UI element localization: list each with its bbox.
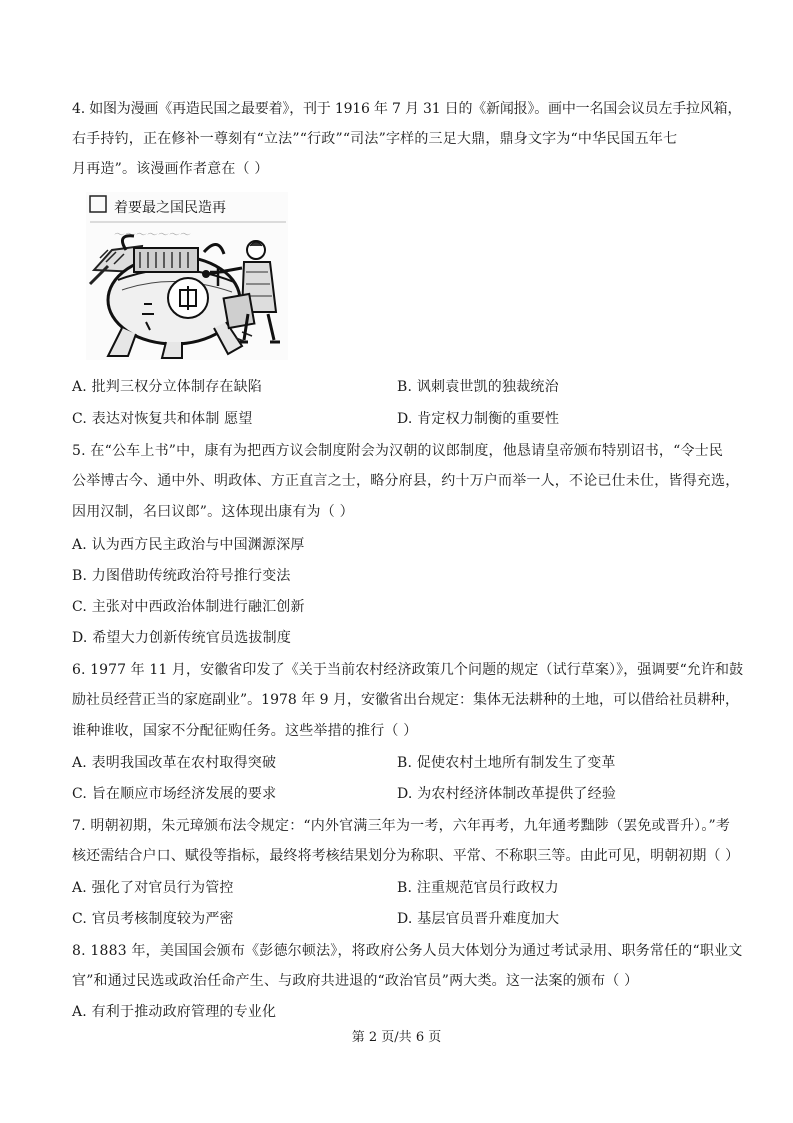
q5-option-d: D. 希望大力创新传统官员选拔制度 bbox=[72, 630, 292, 646]
q8-stem-line-1: 8. 1883 年，美国国会颁布《彭德尔顿法》，将政府公务人员大体划分为通过考试录用、职务常任的“职业文 bbox=[72, 943, 743, 959]
q7-option-b: B. 注重规范官员行政权力 bbox=[397, 880, 559, 896]
q8-option-a: A. 有利于推动政府管理的专业化 bbox=[72, 1004, 277, 1020]
q7-option-a: A. 强化了对官员行为管控 bbox=[72, 880, 234, 896]
q8-stem-line-2: 官”和通过民选或政治任命产生、与政府共进退的“政治官员”两大类。这一法案的颁布（ ） bbox=[72, 973, 639, 989]
q5-stem-line-1: 5. 在“公车上书”中，康有为把西方议会制度附会为汉朝的议郎制度，他恳请皇帝颁布特别诏书，“令士民 bbox=[72, 443, 724, 459]
q6-stem-line-2: 励社员经营正当的家庭副业”。1978 年 9 月，安徽省出台规定：集体无法耕种的土地，可以借给社员耕种， bbox=[72, 692, 740, 708]
q7-stem-line-2: 核还需结合户口、赋役等指标，最终将考核结果划分为称职、平常、不称职三等。由此可见，明朝初期（ ） bbox=[72, 848, 740, 864]
q6-option-b: B. 促使农村土地所有制发生了变革 bbox=[397, 755, 616, 771]
q4-stem-line-1: 4. 如图为漫画《再造民国之最要着》，刊于 1916 年 7 月 31 日的《新闻报》。画中一名国会议员左手拉风箱， bbox=[72, 101, 742, 117]
q6-stem-line-1: 6. 1977 年 11 月，安徽省印发了《关于当前农村经济政策几个问题的规定（试行草案）》，强调要“允许和鼓 bbox=[72, 662, 744, 678]
q6-stem-line-3: 谁种谁收，国家不分配征购任务。这些举措的推行（ ） bbox=[72, 723, 418, 739]
q6-option-a: A. 表明我国改革在农村取得突破 bbox=[72, 755, 277, 771]
q7-option-c: C. 官员考核制度较为严密 bbox=[72, 911, 234, 927]
cartoon-title-text: 着要最之国民造再 bbox=[114, 200, 226, 216]
q5-option-c: C. 主张对中西政治体制进行融汇创新 bbox=[72, 599, 305, 615]
q6-option-c: C. 旨在顺应市场经济发展的要求 bbox=[72, 786, 277, 802]
q7-option-d: D. 基层官员晋升难度加大 bbox=[397, 911, 560, 927]
q6-option-d: D. 为农村经济体制改革提供了经验 bbox=[397, 786, 617, 802]
cartoon-illustration bbox=[86, 192, 288, 360]
q5-stem-line-2: 公举博古今、通中外、明政体、方正直言之士，略分府县，约十万户而举一人，不论已仕未仕，皆得充选， bbox=[72, 473, 740, 489]
q4-stem-line-2: 右手持钓，正在修补一尊刻有“立法”“行政”“司法”字样的三足大鼎，鼎身文字为“中华民国五年七 bbox=[72, 131, 678, 147]
q4-option-d: D. 肯定权力制衡的重要性 bbox=[397, 411, 560, 427]
q5-stem-line-3: 因用汉制，名曰议郎”。这体现出康有为（ ） bbox=[72, 504, 354, 520]
q4-stem-line-3: 月再造”。该漫画作者意在（ ） bbox=[72, 161, 269, 177]
q4-option-a: A. 批判三权分立体制存在缺陷 bbox=[72, 379, 263, 395]
q5-option-b: B. 力图借助传统政治符号推行变法 bbox=[72, 568, 291, 584]
q5-option-a: A. 认为西方民主政治与中国渊源深厚 bbox=[72, 537, 305, 553]
svg-text:～～～～～～～: ～～～～～～～ bbox=[114, 228, 191, 241]
page-footer: 第 2 页/共 6 页 bbox=[351, 1030, 442, 1045]
q7-stem-line-1: 7. 明朝初期，朱元璋颁布法令规定：“内外官满三年为一考，六年再考，九年通考黜陟（罢免或晋升）。”考 bbox=[72, 818, 731, 834]
q4-option-b: B. 讽刺袁世凯的独裁统治 bbox=[397, 379, 559, 395]
q4-option-c: C. 表达对恢复共和体制 愿望 bbox=[72, 411, 253, 427]
